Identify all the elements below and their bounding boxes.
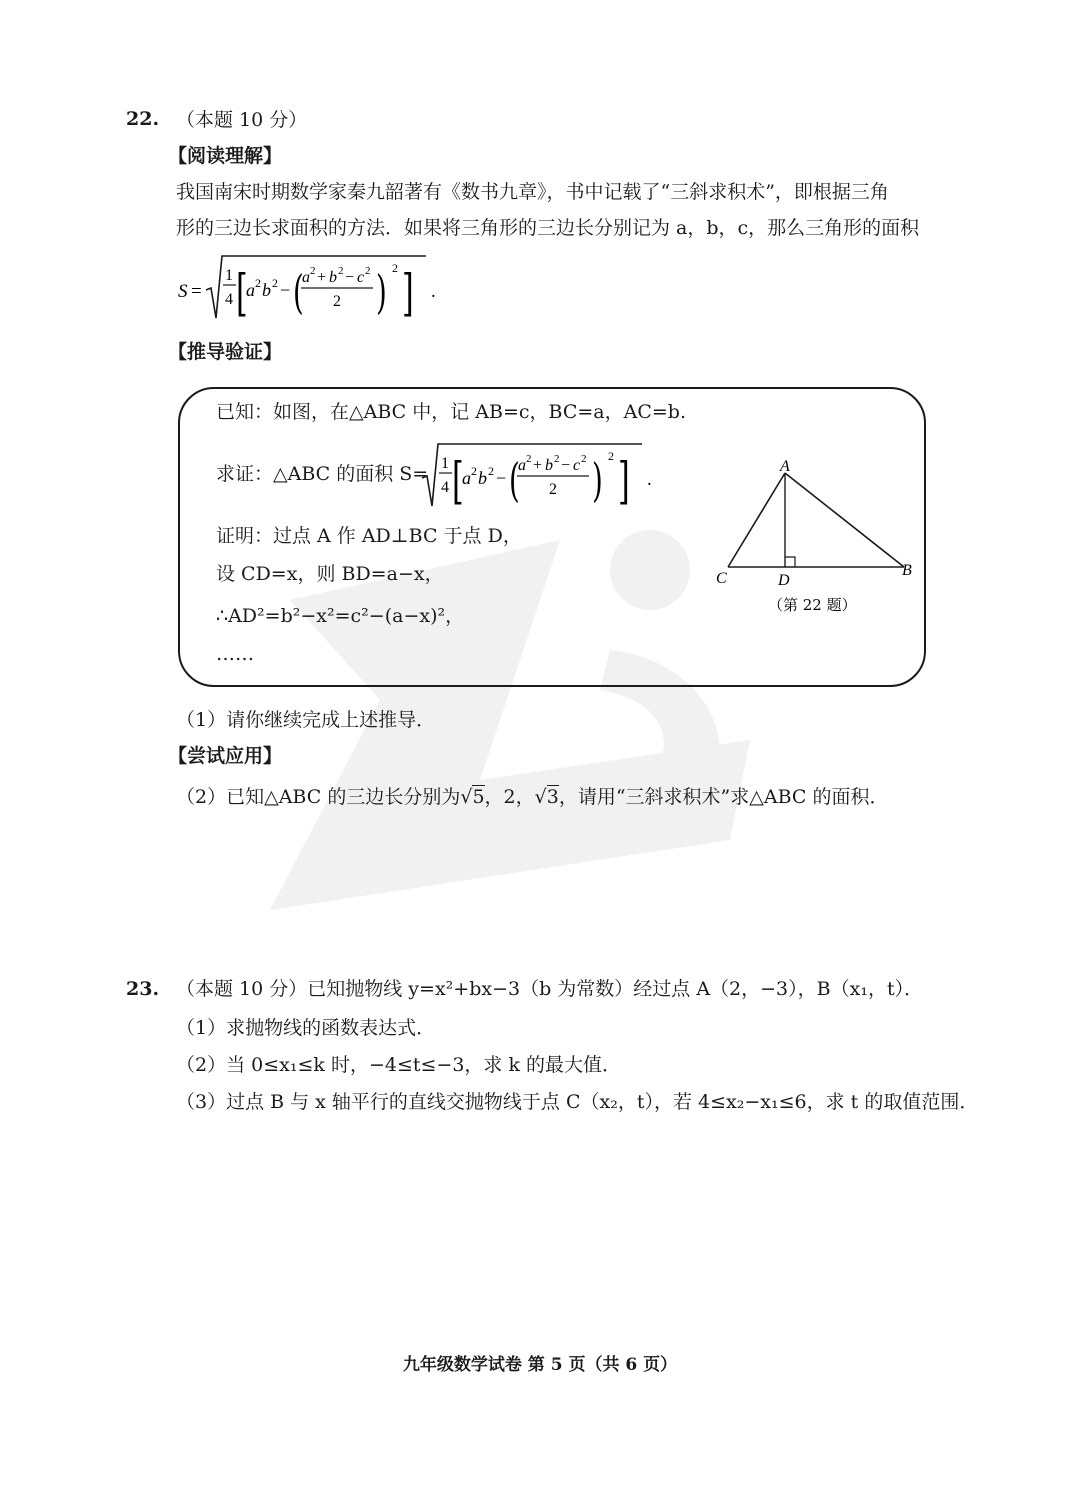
q23-sub1: （1）求抛物线的函数表达式． (176, 1017, 436, 1039)
svg-text:2: 2 (338, 265, 344, 277)
formula-s (176, 252, 446, 328)
svg-text:1: 1 (441, 455, 449, 472)
box-given: 已知：如图，在△ABC 中，记 AB=c，BC=a，AC=b. (216, 401, 686, 423)
q22-number: 22. (126, 108, 160, 130)
sub2-sqrt5: 5 (472, 786, 485, 808)
svg-text:4: 4 (225, 291, 233, 308)
sqrt-symbol: √ (460, 786, 473, 808)
svg-text:a: a (302, 269, 310, 286)
svg-text:c: c (573, 457, 581, 474)
label-c: C (716, 570, 727, 587)
section-derive: 【推导验证】 (168, 341, 283, 363)
svg-text:4: 4 (441, 479, 449, 496)
triangle-figure (700, 455, 930, 625)
section-reading: 【阅读理解】 (168, 145, 283, 167)
svg-text:b: b (478, 468, 487, 488)
svg-text:S: S (178, 281, 188, 302)
figure-caption: （第 22 题） (768, 596, 857, 614)
svg-text:2: 2 (554, 453, 560, 465)
svg-text:2: 2 (526, 453, 532, 465)
svg-text:+: + (317, 269, 327, 286)
svg-text:2: 2 (272, 276, 278, 290)
svg-text:+: + (533, 457, 543, 474)
label-a: A (780, 458, 790, 475)
svg-text:2: 2 (471, 464, 477, 478)
reading-line1: 我国南宋时期数学家秦九韶著有《数书九章》，书中记载了“三斜求积术”，即根据三角 (176, 181, 889, 203)
q23-sub2: （2）当 0≤x₁≤k 时，−4≤t≤−3，求 k 的最大值． (176, 1054, 622, 1076)
svg-text:=: = (191, 281, 202, 302)
svg-text:.: . (431, 281, 436, 302)
label-b: B (902, 562, 912, 579)
q23-sub3: （3）过点 B 与 x 轴平行的直线交抛物线于点 C（x₂，t），若 4≤x₂−x₁≤6，求 t 的取值范围． (176, 1091, 979, 1113)
svg-text:(: ( (293, 265, 304, 319)
q23-number: 23. (126, 978, 160, 1000)
svg-text:2: 2 (608, 449, 614, 463)
reading-line2: 形的三边长求面积的方法．如果将三角形的三边长分别记为 a，b，c，那么三角形的面积 (176, 217, 920, 239)
svg-text:): ) (376, 265, 387, 319)
proof-line4: …… (216, 643, 254, 665)
svg-text:2: 2 (581, 453, 587, 465)
box-formula (408, 440, 678, 516)
svg-text:a: a (462, 468, 471, 488)
svg-text:−: − (496, 468, 507, 488)
svg-text:a: a (518, 457, 526, 474)
svg-text:2: 2 (488, 464, 494, 478)
svg-text:.: . (647, 469, 652, 490)
q22-sub1: （1）请你继续完成上述推导． (176, 709, 436, 731)
sub2-prefix: （2）已知△ABC 的三边长分别为 (176, 786, 461, 808)
svg-text:2: 2 (549, 481, 557, 498)
svg-text:[: [ (452, 451, 464, 511)
svg-text:[: [ (236, 263, 248, 323)
label-d: D (778, 572, 790, 589)
proof-line2: 设 CD=x，则 BD=a−x， (216, 563, 444, 585)
proof-line1: 证明：过点 A 作 AD⊥BC 于点 D， (216, 525, 522, 547)
svg-text:2: 2 (365, 265, 371, 277)
svg-text:b: b (329, 269, 337, 286)
proof-line3: ∴AD²=b²−x²=c²−(a−x)²， (216, 605, 465, 627)
svg-text:]: ] (618, 451, 630, 511)
svg-text:−: − (345, 269, 355, 286)
svg-text:c: c (357, 269, 365, 286)
q23-stem: （本题 10 分）已知抛物线 y=x²+bx−3（b 为常数）经过点 A（2，−3），B（x₁，t）． (176, 978, 924, 1000)
svg-text:2: 2 (392, 261, 398, 275)
svg-text:−: − (561, 457, 571, 474)
box-prove-prefix: 求证：△ABC 的面积 S= (216, 463, 429, 485)
svg-text:2: 2 (310, 265, 316, 277)
page-footer: 九年级数学试卷 第 5 页（共 6 页） (402, 1355, 678, 1375)
q22-sub2 (176, 783, 888, 811)
sub2-sqrt3: 3 (546, 786, 559, 808)
svg-text:]: ] (402, 263, 414, 323)
svg-text:b: b (262, 280, 271, 300)
svg-text:2: 2 (255, 276, 261, 290)
svg-text:a: a (246, 280, 255, 300)
svg-text:2: 2 (333, 293, 341, 310)
svg-text:1: 1 (225, 267, 233, 284)
sqrt-symbol: √ (534, 786, 547, 808)
right-angle-mark (785, 557, 795, 567)
side-ab (785, 473, 904, 567)
sub2-suffix: ，请用“三斜求积术”求△ABC 的面积． (558, 786, 889, 808)
side-ac (728, 473, 785, 567)
sub2-mid: ，2， (484, 786, 535, 808)
section-try: 【尝试应用】 (168, 745, 283, 767)
q22-points: （本题 10 分） (176, 109, 308, 131)
svg-text:−: − (280, 280, 291, 300)
svg-text:(: ( (509, 453, 520, 507)
svg-text:b: b (545, 457, 553, 474)
svg-text:): ) (592, 453, 603, 507)
